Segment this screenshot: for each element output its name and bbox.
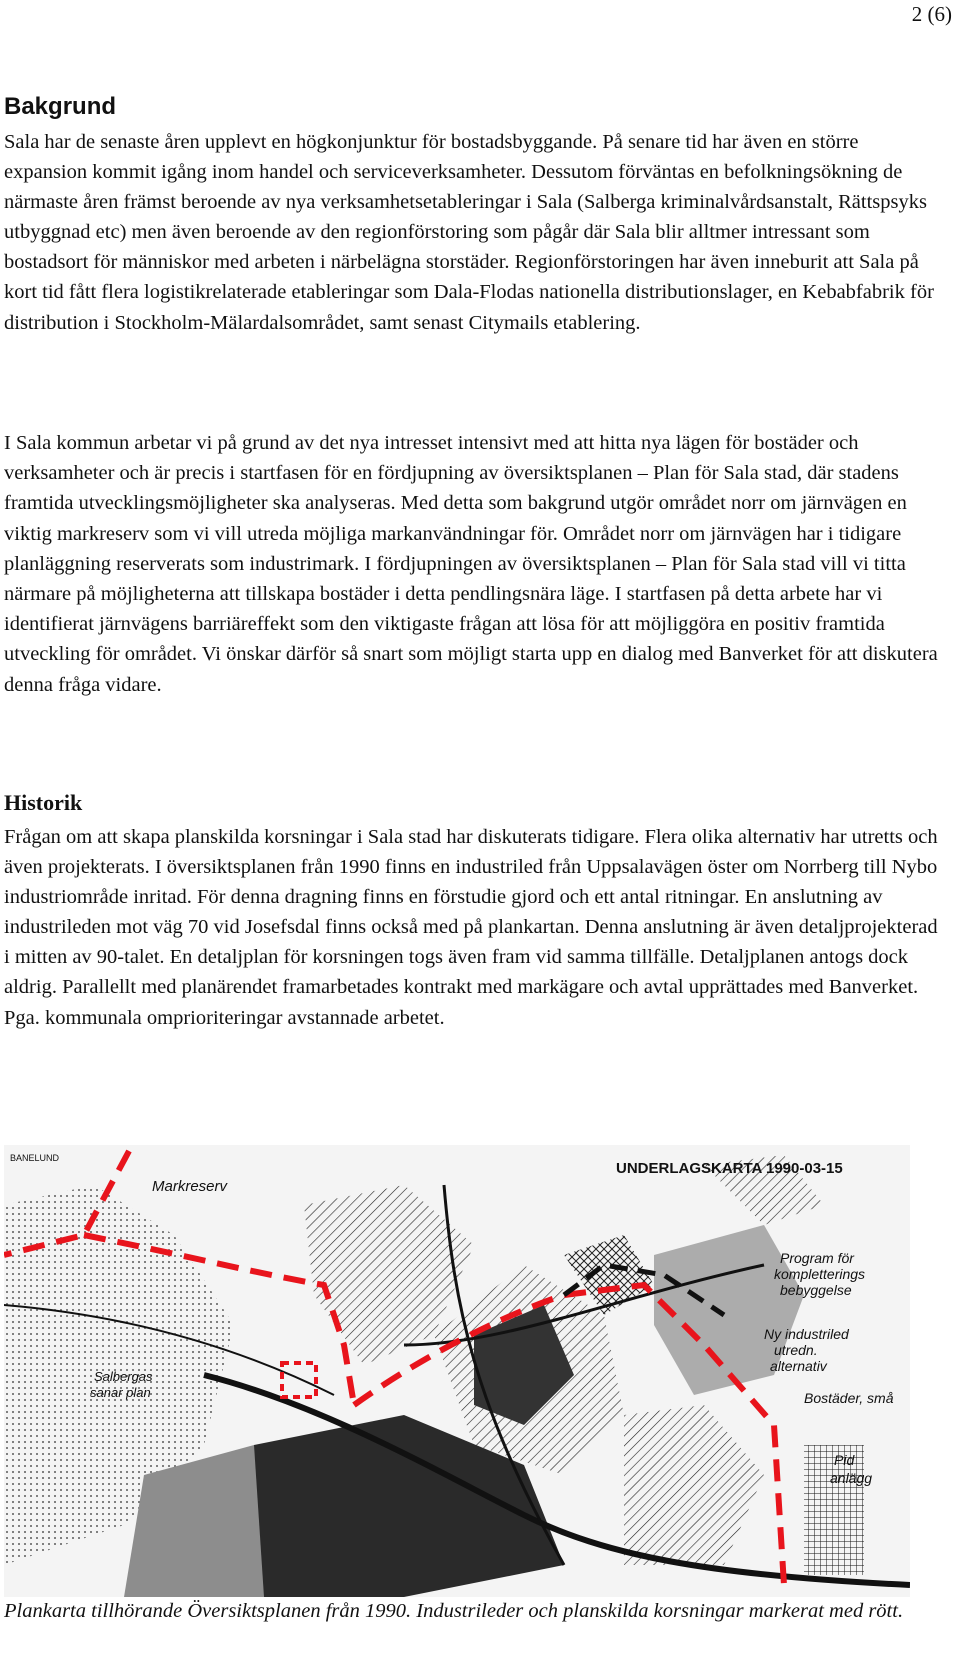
map-label-markreserv: Markreserv bbox=[152, 1178, 228, 1195]
map-label-industriled-3: alternativ bbox=[770, 1358, 827, 1374]
map-label-banelund: BANELUND bbox=[10, 1153, 60, 1163]
heading-historik: Historik bbox=[4, 790, 83, 815]
map-label-industriled-2: utredn. bbox=[774, 1342, 818, 1358]
plan-map-image bbox=[4, 1145, 910, 1597]
map-label-pid-1: Pid bbox=[834, 1452, 855, 1468]
map-label-industriled-1: Ny industriled bbox=[764, 1326, 849, 1342]
plan-map-drawing bbox=[4, 1145, 910, 1597]
map-label-program-1: Program för bbox=[780, 1250, 854, 1266]
bakgrund-paragraph-2: I Sala kommun arbetar vi på grund av det nya intresset intensivt med att hitta nya lägen för bostäder och verksamheter och är precis i startfasen för en fördjupning av översiktsplanen – Plan för Sala stad, där stadens framtida utvecklingsmöjligheter ska analyseras. Med detta som bakgrund utgör området norr om järnvägen en viktig markreserv som vi vill utreda möjliga markanvändningar för. Området norr om järnvägen har i tidigare planläggning reserverats som industrimark. I fördjupningen av översiktsplanen – Plan för Sala stad vill vi titta närmare på möjligheterna att tillskapa bostäder i detta pendlingsnära läge. I startfasen på detta arbete har vi identifierat järnvägens barriäreffekt som den viktigaste frågan att lösa för att möjliggöra en positiv framtida utveckling för området. Vi önskar därför så snart som möjligt starta upp en dialog med Banverket för att diskutera denna fråga vidare. bbox=[4, 432, 938, 696]
map-caption: Plankarta tillhörande Översiktsplanen från 1990. Industrileder och planskilda korsningar markerat med rött. bbox=[4, 1600, 904, 1622]
map-label-title: UNDERLAGSKARTA 1990-03-15 bbox=[616, 1160, 843, 1177]
map-label-pid-2: anlägg bbox=[830, 1470, 873, 1486]
map-label-salbergas-1: Salbergas bbox=[94, 1369, 153, 1384]
map-label-bostader: Bostäder, små bbox=[804, 1390, 894, 1406]
map-label-program-3: bebyggelse bbox=[780, 1282, 852, 1298]
historik-paragraph: Frågan om att skapa planskilda korsningar i Sala stad har diskuterats tidigare. Flera olika alternativ har utretts och även projekterats. I översiktsplanen från 1990 finns en industriled från Uppsalavägen öster om Norrberg till Nybo industriområde inritad. För denna dragning finns en förstudie gjord och ett antal ritningar. En anslutning av industrileden mot väg 70 vid Josefsdal finns också med på plankartan. Denna anslutning är även detaljprojekterad i mitten av 90-talet. En detaljplan för korsningen togs även fram vid samma tillfälle. Detaljplanen antogs dock aldrig. Parallellt med planärendet framarbetades kontrakt med markägare och avtal upprättades med Banverket. Pga. kommunala omprioriteringar avstannade arbetet. bbox=[4, 826, 938, 1029]
map-label-salbergas-2: sanar plan bbox=[90, 1385, 151, 1400]
heading-bakgrund: Bakgrund bbox=[4, 93, 117, 120]
bakgrund-paragraph-1: Sala har de senaste åren upplevt en högkonjunktur för bostadsbyggande. På senare tid har även en större expansion kommit igång inom handel och serviceverksamheter. Dessutom förväntas en befolkningsökning de närmaste åren främst beroende av nya verksamhetsetableringar i Sala (Salberga kriminalvårdsanstalt, Rättspsyks utbyggnad etc) men även beroende av den regionförstoring som pågår där Sala blir alltmer intressant som bostadsort för människor med arbeten i närbelägna storstäder. Regionförstoringen har även inneburit att Sala på kort tid fått flera logistikrelaterade etableringar som Dala-Flodas nationella distributionslager, en Kebabfabrik för distribution i Stockholm-Mälardalsområdet, samt senast Citymails etablering. bbox=[4, 131, 934, 334]
map-label-program-2: kompletterings bbox=[774, 1266, 866, 1282]
page-number: 2 (6) bbox=[911, 2, 952, 26]
